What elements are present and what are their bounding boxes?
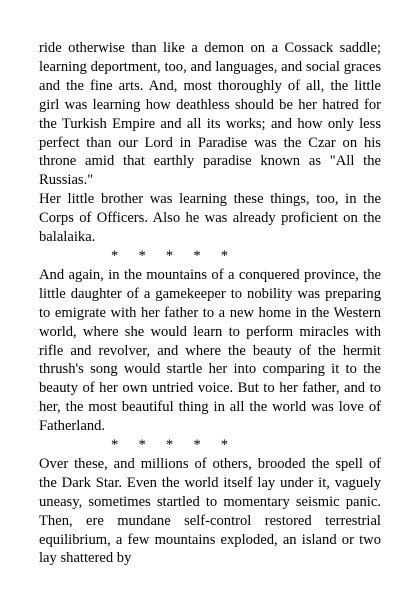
section-break-2: * * * * *: [111, 437, 229, 454]
page-text: [39, 39, 381, 568]
paragraph-2: Her little brother was learning these things, too, in the Corps of Officers. Also he was already proficient on the balalaika.: [39, 191, 381, 246]
paragraph-3: And again, in the mountains of a conquered province, the little daughter of a gamekeeper to nobility was preparing to emigrate with her father to a new home in the Western world, where she would learn to perform miracles with rifle and revolver, and where the beauty of the hermit thrush's song would startle her into comparing it to the beauty of her own untried voice. But to her father, and to her, the most beautiful thing in all the world was love of Fatherland.: [39, 266, 381, 435]
paragraph-1: ride otherwise than like a demon on a Cossack saddle; learning deportment, too, and languages, and social graces and the fine arts. And, most thoroughly of all, the little girl was learning how deathless should be her hatred for the Turkish Empire and all its works; and how only less perfect than our Lord in Paradise was the Czar on his throne amid that earthly paradise known as "All the Russias.": [39, 40, 381, 189]
paragraph-4: Over these, and millions of others, brooded the spell of the Dark Star. Even the world itself lay under it, vaguely uneasy, sometimes startled to momentary seismic panic. Then, ere mundane self-control restored terrestrial equilibrium, a few mountains exploded, an island or two lay shattered by: [39, 455, 381, 567]
section-break-1: * * * * *: [111, 247, 229, 264]
